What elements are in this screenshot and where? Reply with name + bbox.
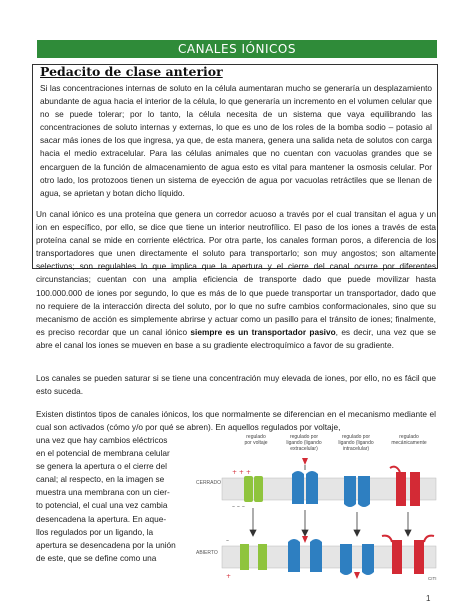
wrap-line: desencadena la apertura. En aque- <box>36 513 167 524</box>
paragraph-types: Existen distintos tipos de canales iónicos, los que normalmente se diferencian en el mecanismo mediante el cual son activados (cómo y/o por qué se abren). En aquellos regulados por voltaje, <box>36 409 436 433</box>
wrap-line: muestra una membrana con un cier- <box>36 487 170 498</box>
svg-text:+: + <box>226 573 232 580</box>
closed-label: CERRADO <box>196 480 222 486</box>
wrap-line: en el potencial de membrana celular <box>36 448 170 459</box>
wrap-line: una vez que hay cambios eléctricos <box>36 435 168 445</box>
box-paragraph: Si las concentraciones internas de soluto en la célula aumentaran mucho se generaría un desplazamiento abundante de agua hacia el interior de la célula, lo que generaría un incremento en el volumen celular que no se puede tolerar; por lo tanto, la célula necesita de un sistema que vaya equilibrando las concentraciones de soluto internas y externas, lo que es uno de los roles de la bomba sodio – potasio al sacar más iones de los que ingresa, ya que, de esta manera, genera una salida neta de solutos con carga hacia el medio extracelular. Para las células animales que no cuentan con vacuolas grandes que se encarguen de la función de almacenamiento de agua esto es vital para mantener la osmosis celular. Por otro lado, los protozoos tienen un sistema de eyección de agua por vacuolas retráctiles que se llenan de agua, se aprietan y botan dicho líquido. <box>40 83 432 198</box>
wrap-line: llos regulados por un ligando, la <box>36 526 154 537</box>
paragraph-ion-channel <box>36 208 436 352</box>
svg-text:–: – <box>226 537 229 544</box>
col3-label: regulado por ligando (ligando intracelular) <box>338 434 374 452</box>
svg-text:+ + +: + + + <box>232 469 251 476</box>
paragraph-saturation: Los canales se pueden saturar si se tiene una concentración muy elevada de iones, por ello, no es fácil que esto suceda. <box>36 373 436 397</box>
transition-arrows <box>250 508 411 536</box>
diagram-corner-label: CITI <box>428 576 437 581</box>
wrap-line: to potencial, el cual una vez cambia <box>36 500 168 511</box>
wrapped-paragraph <box>36 434 196 565</box>
col4-label: regulado mecánicamente <box>391 434 427 446</box>
wrap-line: se genera la apertura o el cierre del <box>36 461 167 472</box>
svg-text:– – –: – – – <box>232 503 245 510</box>
paragraph-text-end: , es decir, una vez que se abre el canal los iones se mueven en base a su gradiente electroquímico a favor de su gradiente. <box>36 326 437 350</box>
col1-label: regulado por voltaje <box>244 434 268 446</box>
ion-channel-diagram <box>196 432 440 582</box>
membrane-open <box>222 546 436 568</box>
page-number: 1 <box>426 594 431 603</box>
section-title: CANALES IÓNICOS <box>178 42 296 56</box>
box-title: Pedacito de clase anterior <box>40 64 223 79</box>
paragraph-text: Un canal iónico es una proteína que genera un corredor acuoso a través por el cual transitan el agua y un ion en específico, por ello, se dice que tiene un interior neutrofílico. El paso de los iones a través de esta proteína canal se mide en corriente eléctrica. Por otra parte, los canales forman poros, a diferencia de los transportadores que unen directamente el soluto para transportarlo; son muy angostos; son altamente selectivos; son regulables lo que implica que la apertura y el cierre del canal ocurre por diferentes circunstancias; cuentan con una amplia eficiencia de transporte dado que puede movilizar hasta 100.000.000 de iones por segundo, lo que es más de lo que puede transportar un transportador, dado que no requiere de la interacción directa del soluto, por lo que no sufre cambios conformacionales, sino que su mecanismo de acción es simplemente abrirse y actuar como un pasillo para el tránsito de iones; finalmente, es preciso recordar que un canal iónico <box>36 209 436 337</box>
bold-text: siempre es un transportador pasivo <box>190 326 336 337</box>
wrap-line: canal; al respecto, en la imagen se <box>36 474 165 485</box>
wrap-line: apertura se desencadena por la unión <box>36 539 176 550</box>
section-banner <box>37 40 437 58</box>
col2-label: regulado por ligando (ligando extracelular) <box>286 434 322 452</box>
wrap-line: de este, que se define como una <box>36 552 157 563</box>
open-label: ABIERTO <box>196 550 218 556</box>
